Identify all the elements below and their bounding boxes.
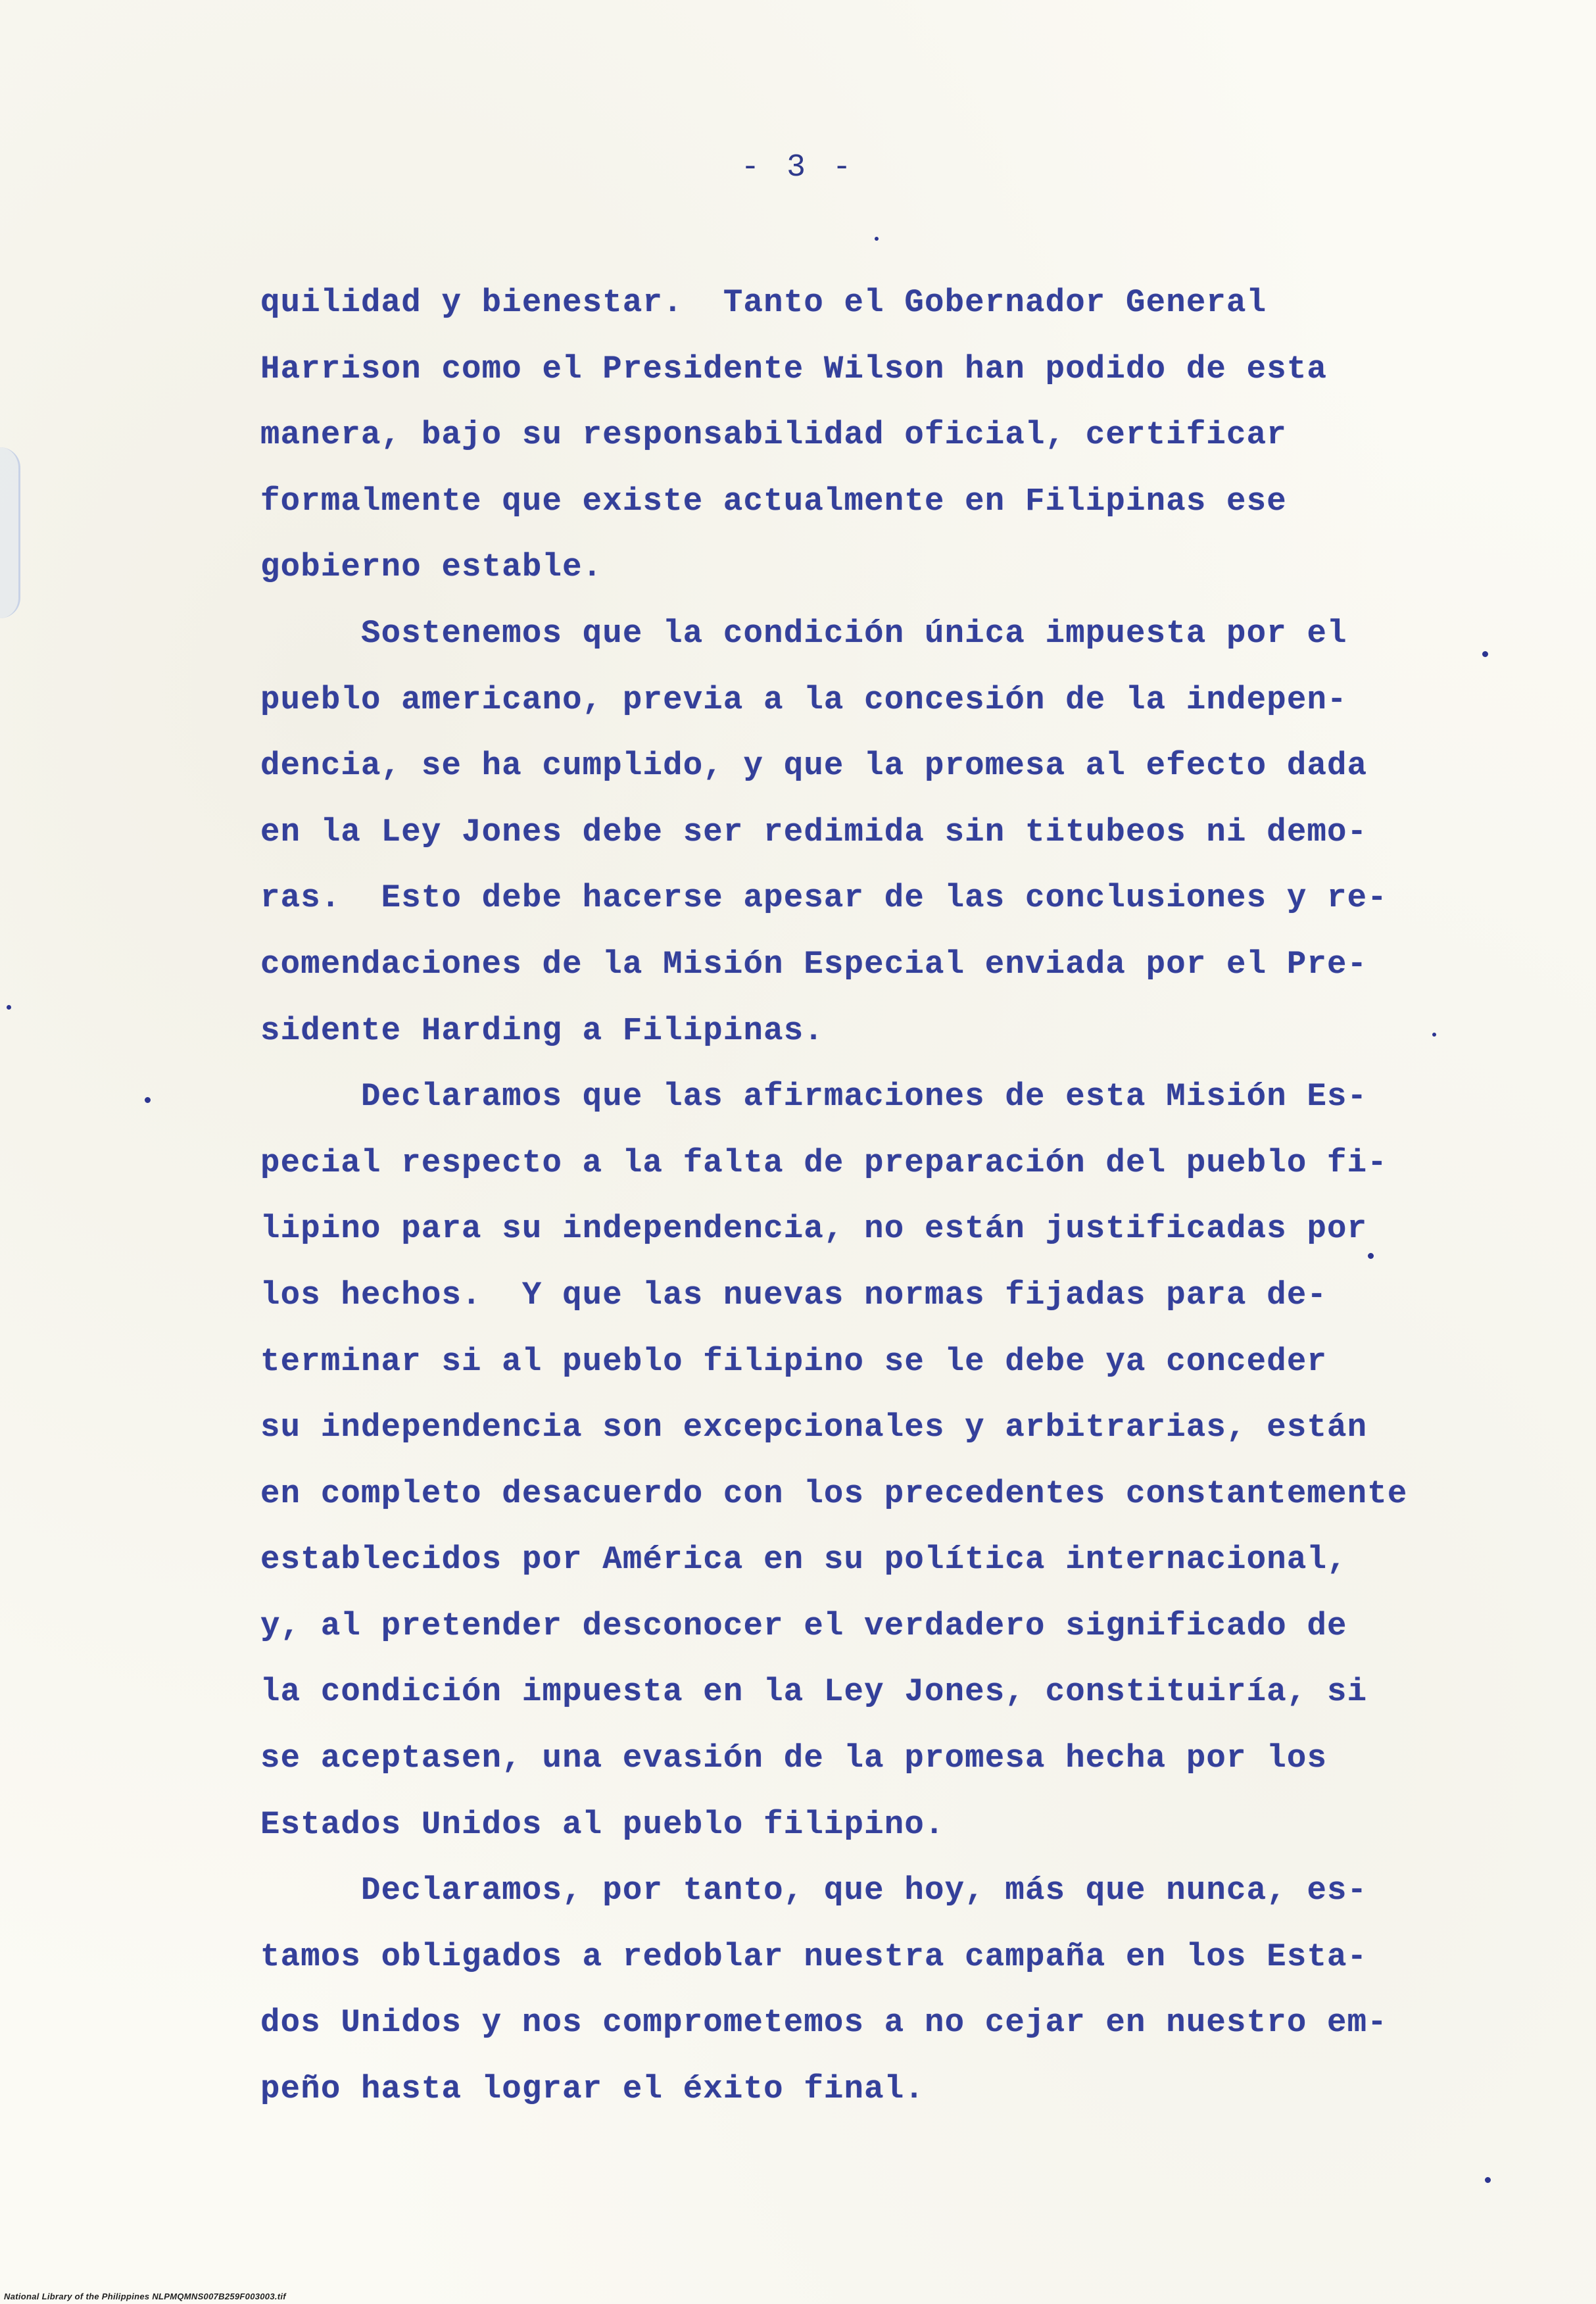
ink-speck (1368, 1253, 1374, 1259)
text-line: ras. Esto debe hacerse apesar de las conclusiones y re- (260, 879, 1388, 917)
text-line: la condición impuesta en la Ley Jones, constituiría, si (260, 1673, 1368, 1711)
text-line: comendaciones de la Misión Especial enviada por el Pre- (260, 945, 1368, 983)
text-line: en la Ley Jones debe ser redimida sin titubeos ni demo- (260, 813, 1368, 850)
text-line: Harrison como el Presidente Wilson han podido de esta (260, 350, 1328, 387)
page-number: - 3 - (740, 150, 856, 185)
text-line: dos Unidos y nos comprometemos a no cejar en nuestro em- (260, 2004, 1388, 2042)
text-line: terminar si al pueblo filipino se le debe ya conceder (260, 1342, 1328, 1380)
text-line: y, al pretender desconocer el verdadero significado de (260, 1607, 1347, 1644)
ink-speck (1432, 1033, 1436, 1037)
text-line: gobierno estable. (260, 549, 603, 586)
text-line: formalmente que existe actualmente en Filipinas ese (260, 482, 1287, 520)
ink-speck (875, 237, 879, 241)
text-line: tamos obligados a redoblar nuestra campaña en los Esta- (260, 1938, 1368, 1975)
text-line: los hechos. Y que las nuevas normas fijadas para de- (260, 1276, 1328, 1313)
text-line: se aceptasen, una evasión de la promesa hecha por los (260, 1740, 1328, 1777)
ink-speck (1485, 2177, 1491, 2183)
text-line: Declaramos que las afirmaciones de esta Misión Es- (260, 1078, 1368, 1115)
text-line: lipino para su independencia, no están justificadas por (260, 1210, 1368, 1248)
archive-caption: National Library of the Philippines NLPMQMNS007B259F003003.tif (4, 2292, 286, 2301)
text-line: Estados Unidos al pueblo filipino. (260, 1805, 945, 1843)
typewritten-body (260, 270, 1424, 2122)
text-line: peño hasta lograr el éxito final. (260, 2071, 925, 2108)
ink-speck (7, 1005, 11, 1010)
text-line: pueblo americano, previa a la concesión de la indepen- (260, 681, 1347, 718)
text-line: dencia, se ha cumplido, y que la promesa al efecto dada (260, 747, 1368, 785)
ink-speck (1482, 651, 1488, 657)
paper-edge-fold (0, 447, 20, 618)
text-line: establecidos por América en su política internacional, (260, 1541, 1347, 1579)
text-line: Sostenemos que la condición única impuesta por el (260, 614, 1347, 652)
text-line: su independencia son excepcionales y arbitrarias, están (260, 1409, 1368, 1446)
text-line: en completo desacuerdo con los precedentes constantemente (260, 1475, 1408, 1512)
text-line: sidente Harding a Filipinas. (260, 1012, 824, 1049)
ink-speck (145, 1097, 151, 1103)
text-line: Declaramos, por tanto, que hoy, más que nunca, es- (260, 1872, 1368, 1909)
text-line: manera, bajo su responsabilidad oficial, certificar (260, 416, 1287, 454)
text-line: pecial respecto a la falta de preparación del pueblo fi- (260, 1144, 1388, 1181)
text-line: quilidad y bienestar. Tanto el Gobernador General (260, 284, 1267, 321)
